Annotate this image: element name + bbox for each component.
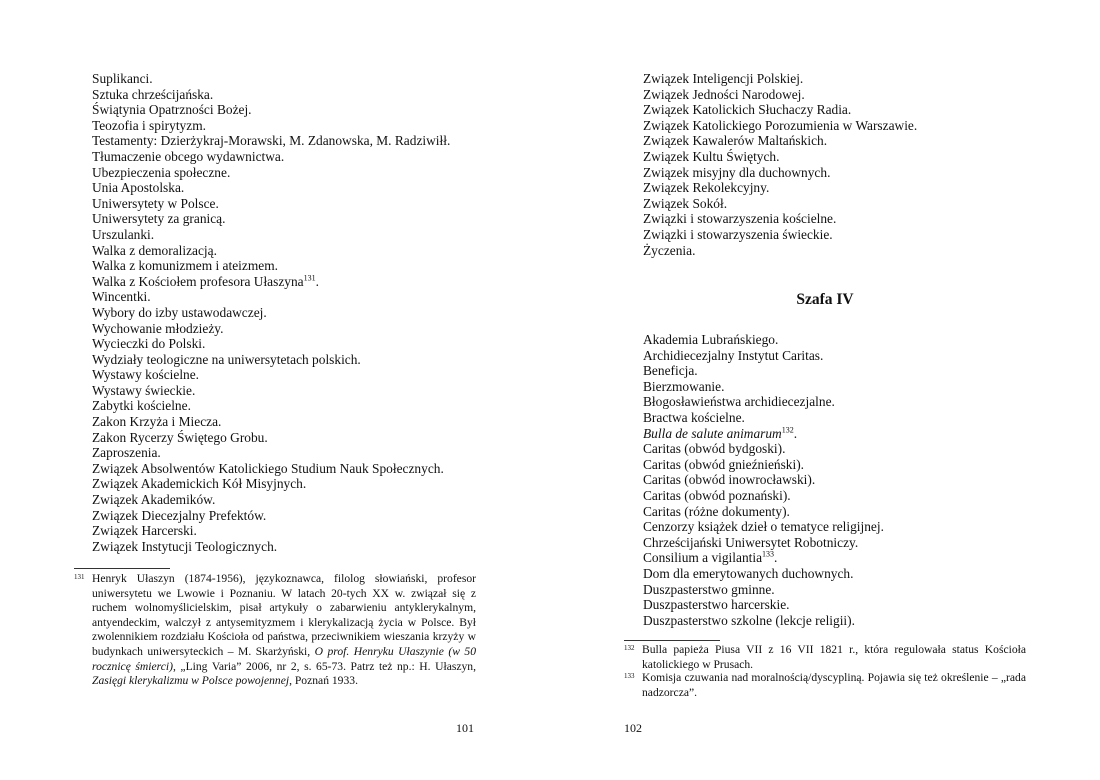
list-item: Walka z demoralizacją. [92, 242, 217, 258]
list-item: Cenzorzy książek dzieł o tematyce religijnej. [643, 519, 884, 535]
footnote-separator [74, 568, 170, 569]
footnote-reference: 131 [303, 273, 316, 283]
footnote-number: 133 [624, 672, 635, 680]
right-entry-list-top [643, 71, 917, 258]
footnote-text: Henryk Ułaszyn (1874-1956), językoznawca, filolog słowiański, profesor uniwersytetu we Lwowie i Poznaniu. W latach 20-tych XX w. związał się z ruchem wolnomyślicielskim, pisał artykuły o zabarwieniu antyklerykalnym, antyendeckim, walczył z antysemityzmem i klerykalizacją życia w Polsce. Był zwolennikiem rozdziału Kościoła od państwa, przeciwnikiem wieszania krzyży w budynkach uniwersyteckich – M. Skarżyński, O prof. Henryku Ułaszynie (w 50 rocznicę śmierci), „Ling Varia” 2006, nr 2, s. 65-73. Patrz też np.: H. Ułaszyn, Zasięgi klerykalizmu w Polsce powojennej, Poznań 1933. [92, 572, 476, 688]
list-item: Związek Katolickiego Porozumienia w Warszawie. [643, 117, 918, 133]
list-item: Zabytki kościelne. [92, 398, 191, 414]
list-item: Związki i stowarzyszenia świeckie. [643, 226, 833, 242]
list-item: Życzenia. [643, 242, 696, 258]
footnote-reference: 133 [762, 549, 775, 559]
list-item: Wycieczki do Polski. [92, 336, 206, 352]
list-item: Urszulanki. [92, 226, 155, 242]
list-item: Caritas (różne dokumenty). [643, 503, 790, 519]
list-item: Zakon Krzyża i Miecza. [92, 414, 222, 430]
list-item: Caritas (obwód gnieźnieński). [643, 456, 805, 472]
section-title: Szafa IV [796, 291, 854, 308]
list-item: Caritas (obwód bydgoski). [643, 441, 786, 457]
list-item: Dom dla emerytowanych duchownych. [643, 565, 854, 581]
footnote-131 [74, 572, 476, 689]
list-item: Związki i stowarzyszenia kościelne. [643, 211, 837, 227]
list-item: Duszpasterstwo gminne. [643, 581, 775, 597]
list-item: Bierzmowanie. [643, 378, 725, 394]
footnote-separator [624, 640, 720, 641]
list-item: Wincentki. [92, 289, 151, 305]
list-item: Wystawy świeckie. [92, 382, 196, 398]
list-item: Zakon Rycerzy Świętego Grobu. [92, 429, 268, 445]
right-entry-list-szafa-iv [643, 332, 884, 628]
list-item: Związek Diecezjalny Prefektów. [92, 507, 267, 523]
list-item: Duszpasterstwo szkolne (lekcje religii). [643, 612, 855, 628]
footnote-133 [624, 671, 1026, 700]
list-item: Bractwa kościelne. [643, 409, 745, 425]
list-item: Duszpasterstwo harcerskie. [643, 597, 790, 613]
list-item: Walka z komunizmem i ateizmem. [92, 258, 278, 274]
list-item: Związek Akademickich Kół Misyjnych. [92, 476, 307, 492]
list-item: Związek Rekolekcyjny. [643, 180, 770, 196]
footnote-reference: 132 [781, 425, 794, 435]
footnote-number: 132 [624, 644, 635, 652]
list-item: Ubezpieczenia społeczne. [92, 164, 231, 180]
list-item: Teozofia i spirytyzm. [92, 117, 206, 133]
list-item: Bulla de salute animarum$^{132}$. [643, 425, 798, 441]
list-item: Związek Kultu Świętych. [643, 148, 780, 164]
list-item: Świątynia Opatrzności Bożej. [92, 102, 252, 118]
list-item: Walka z Kościołem profesora Ułaszyna$^{131}$. [92, 273, 319, 289]
list-item: Związek Akademików. [92, 492, 216, 508]
list-item: Związek Inteligencji Polskiej. [643, 71, 804, 86]
list-item: Caritas (obwód poznański). [643, 487, 791, 503]
list-item: Związek Instytucji Teologicznych. [92, 538, 278, 554]
page-number-right: 102 [624, 721, 642, 735]
list-item: Testamenty: Dzierżykraj-Morawski, M. Zdanowska, M. Radziwiłł. [92, 133, 451, 149]
list-item: Uniwersytety w Polsce. [92, 195, 219, 211]
list-item: Chrześcijański Uniwersytet Robotniczy. [643, 534, 859, 550]
footnote-text: Bulla papieża Piusa VII z 16 VII 1821 r., która regulowała status Kościoła katolickiego w Prusach. [642, 643, 1026, 671]
list-item: Archidiecezjalny Instytut Caritas. [643, 347, 824, 363]
list-item: Związek Jedności Narodowej. [643, 86, 805, 102]
left-entry-list [92, 71, 450, 554]
list-item: Wychowanie młodzieży. [92, 320, 224, 336]
list-item: Związek Kawalerów Maltańskich. [643, 133, 828, 149]
list-item: Wydziały teologiczne na uniwersytetach polskich. [92, 351, 361, 367]
list-item: Zaproszenia. [92, 445, 161, 461]
list-item: Uniwersytety za granicą. [92, 211, 226, 227]
list-item: Związek misyjny dla duchownych. [643, 164, 831, 180]
list-item: Unia Apostolska. [92, 180, 185, 196]
list-item: Wystawy kościelne. [92, 367, 200, 383]
list-item: Tłumaczenie obcego wydawnictwa. [92, 148, 285, 164]
list-item: Caritas (obwód inowrocławski). [643, 472, 816, 488]
list-item: Akademia Lubrańskiego. [643, 332, 779, 347]
page-number-left: 101 [456, 721, 474, 735]
list-item: Związek Absolwentów Katolickiego Studium Nauk Społecznych. [92, 460, 444, 476]
list-item: Związek Katolickich Słuchaczy Radia. [643, 102, 852, 118]
footnote-text: Komisja czuwania nad moralnością/dyscypliną. Pojawia się też określenie – „rada nadzorcza”. [642, 671, 1026, 699]
list-item: Beneficja. [643, 363, 698, 379]
list-item: Błogosławieństwa archidiecezjalne. [643, 394, 835, 410]
list-item: Związek Harcerski. [92, 523, 197, 539]
list-item: Wybory do izby ustawodawczej. [92, 304, 267, 320]
list-item: Consilium a vigilantia$^{133}$. [643, 549, 778, 566]
footnote-132 [624, 643, 1026, 672]
list-item: Związek Sokół. [643, 195, 728, 211]
list-item: Sztuka chrześcijańska. [92, 86, 214, 102]
list-item: Suplikanci. [92, 71, 153, 86]
footnote-number: 131 [74, 573, 85, 581]
